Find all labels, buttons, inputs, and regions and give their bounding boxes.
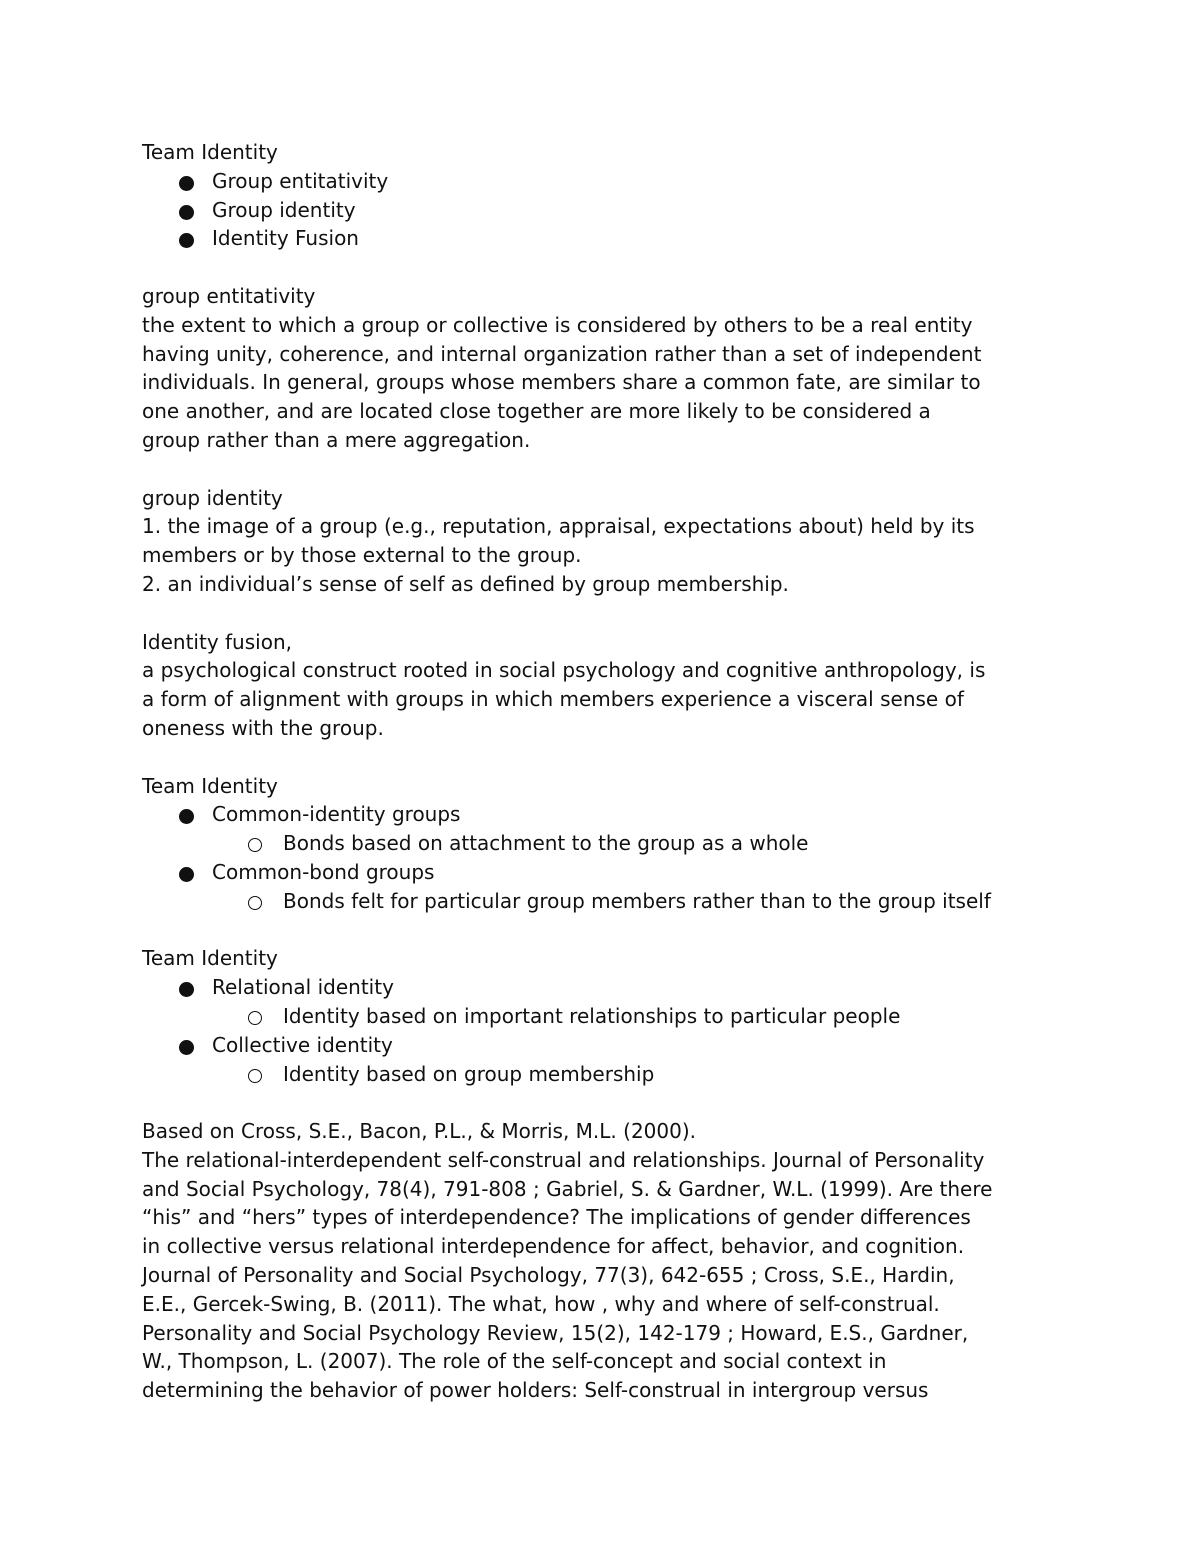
filled-bullet-icon (179, 205, 194, 220)
definition-line: a form of alignment with groups in which members experience a visceral sense of (142, 687, 964, 712)
section-heading: Team Identity (142, 773, 278, 798)
reference-line: and Social Psychology, 78(4), 791-808 ; Gabriel, S. & Gardner, W.L. (1999). Are there (142, 1176, 993, 1201)
reference-line: determining the behavior of power holders: Self-construal in intergroup versus (142, 1378, 929, 1403)
sub-bullet-text: Bonds based on attachment to the group as a whole (283, 831, 809, 856)
definition-term: group identity (142, 485, 283, 510)
bullet-item (142, 1031, 1072, 1060)
filled-bullet-icon (179, 176, 194, 191)
bullet-item (142, 224, 1072, 253)
blank-line (142, 743, 1072, 772)
sub-bullet-text: Identity based on important relationships to particular people (283, 1003, 901, 1028)
reference-line: Based on Cross, S.E., Bacon, P.L., & Morris, M.L. (2000). (142, 1119, 697, 1144)
definition-line: group rather than a mere aggregation. (142, 427, 531, 452)
reference-line: W., Thompson, L. (2007). The role of the self-concept and social context in (142, 1349, 887, 1374)
definition-term: Identity fusion, (142, 629, 292, 654)
blank-line (142, 916, 1072, 945)
blank-line (142, 455, 1072, 484)
bullet-text: Common-identity groups (212, 802, 461, 827)
filled-bullet-icon (179, 1040, 194, 1055)
definition-line: having unity, coherence, and internal organization rather than a set of independent (142, 341, 982, 366)
bullet-item (142, 973, 1072, 1002)
bullet-text: Common-bond groups (212, 859, 435, 884)
definition-line: members or by those external to the group. (142, 543, 582, 568)
definition-line: a psychological construct rooted in social psychology and cognitive anthropology, is (142, 658, 986, 683)
filled-bullet-icon (179, 809, 194, 824)
bullet-text: Group identity (212, 197, 356, 222)
filled-bullet-icon (179, 867, 194, 882)
bullet-text: Identity Fusion (212, 226, 359, 251)
sub-bullet-item (142, 887, 1072, 916)
sub-bullet-item (142, 1060, 1072, 1089)
blank-line (142, 1088, 1072, 1117)
reference-line: E.E., Gercek-Swing, B. (2011). The what, how , why and where of self-construal. (142, 1291, 940, 1316)
hollow-bullet-icon (248, 896, 262, 910)
definition-line: one another, and are located close together are more likely to be considered a (142, 399, 931, 424)
hollow-bullet-icon (248, 1011, 262, 1025)
reference-line: Journal of Personality and Social Psychology, 77(3), 642-655 ; Cross, S.E., Hardin, (142, 1263, 955, 1288)
definition-line: the extent to which a group or collective is considered by others to be a real entity (142, 312, 973, 337)
sub-bullet-text: Identity based on group membership (283, 1061, 655, 1086)
sub-bullet-item (142, 829, 1072, 858)
document-page (142, 138, 1072, 1405)
section-heading: Team Identity (142, 140, 278, 164)
bullet-text: Relational identity (212, 975, 394, 1000)
blank-line (142, 599, 1072, 628)
bullet-text: Collective identity (212, 1032, 393, 1057)
definition-line: 1. the image of a group (e.g., reputation, appraisal, expectations about) held by its (142, 514, 975, 539)
sub-bullet-item (142, 1002, 1072, 1031)
bullet-text: Group entitativity (212, 168, 389, 193)
reference-line: in collective versus relational interdependence for affect, behavior, and cognition. (142, 1234, 965, 1259)
hollow-bullet-icon (248, 838, 262, 852)
filled-bullet-icon (179, 233, 194, 248)
reference-line: “his” and “hers” types of interdependence? The implications of gender differences (142, 1205, 971, 1230)
definition-line: individuals. In general, groups whose members share a common fate, are similar to (142, 370, 981, 395)
bullet-item (142, 800, 1072, 829)
sub-bullet-text: Bonds felt for particular group members rather than to the group itself (283, 888, 991, 913)
definition-line: 2. an individual’s sense of self as defined by group membership. (142, 571, 789, 596)
definition-term: group entitativity (142, 283, 316, 308)
bullet-item (142, 858, 1072, 887)
section-heading: Team Identity (142, 946, 278, 971)
bullet-item (142, 167, 1072, 196)
reference-line: The relational-interdependent self-construal and relationships. Journal of Personality (142, 1147, 985, 1172)
definition-line: oneness with the group. (142, 715, 384, 740)
hollow-bullet-icon (248, 1069, 262, 1083)
reference-line: Personality and Social Psychology Review, 15(2), 142-179 ; Howard, E.S., Gardner, (142, 1320, 969, 1345)
bullet-item (142, 196, 1072, 225)
blank-line (142, 253, 1072, 282)
filled-bullet-icon (179, 982, 194, 997)
